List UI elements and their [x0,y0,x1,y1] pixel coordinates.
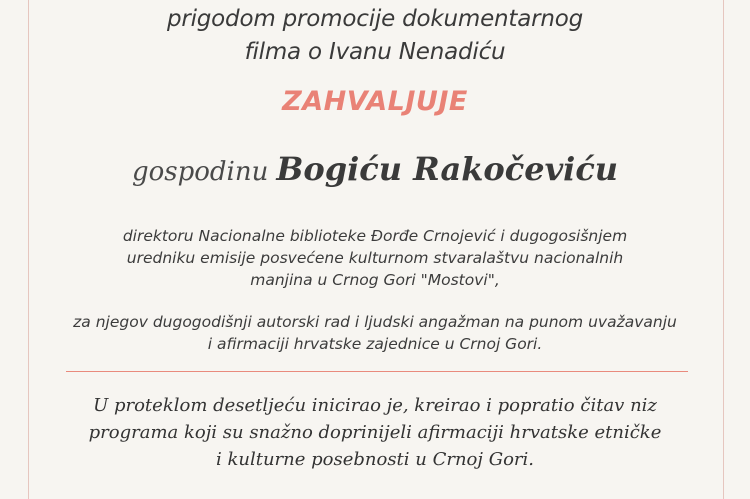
closing-line-3: i kulturne posebnosti u Crnoj Gori. [215,449,534,470]
intro-line-2: filma o Ivanu Nenadiću [244,39,506,65]
description-line-2: uredniku emisije posvećene kulturnom stvaralaštvu nacionalnih [126,249,624,267]
recipient-name: Bogiću Rakočeviću [276,150,619,188]
recipient-title: gospodinu [131,157,269,187]
description-line-1: direktoru Nacionalne biblioteke Đorđe Crnojević i dugogosišnjem [122,227,628,245]
recipient-line [0,150,750,188]
section-divider [66,371,688,372]
reason-line-2: i afirmaciji hrvatske zajednice u Crnoj Gori. [207,335,543,353]
intro-line-1: prigodom promocije dokumentarnog [166,6,584,32]
description-line-3: manjina u Crnog Gori "Mostovi", [250,271,500,289]
closing-line-1: U proteklom desetljeću inicirao je, kreirao i popratio čitav niz [93,395,657,416]
reason-line-1: za njegov dugogodišnji autorski rad i ljudski angažman na punom uvažavanju [73,313,677,331]
closing-line-2: programa koji su snažno doprinijeli afirmaciji hrvatske etničke [88,422,662,443]
thanks-heading: ZAHVALJUJE [282,86,468,117]
